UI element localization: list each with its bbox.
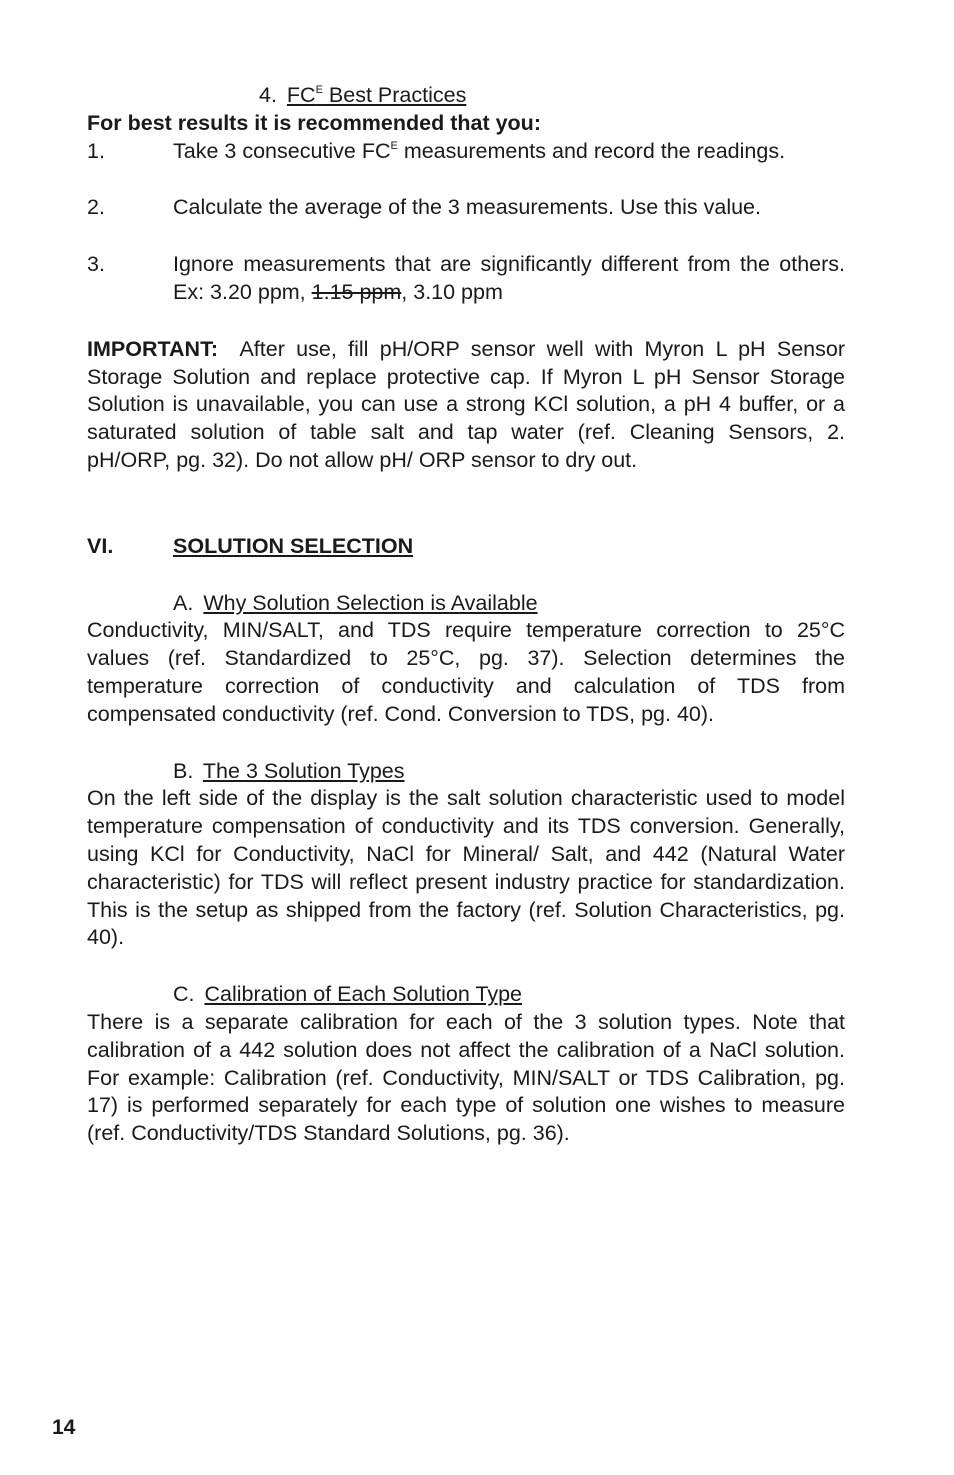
list-item — [87, 138, 845, 166]
heading-title: $FC^E$ Best Practices — [286, 83, 467, 107]
section-title: SOLUTION SELECTION — [173, 533, 414, 558]
subsection-text: There is a separate calibration for each of the 3 solution types. Note that calibration of a 442 solution does not affect the calibration of a NaCl solution. For example: Calibration (ref. Conductivity, MIN/SALT or TDS Calibration, pg. 17) is performed separately for each type of solution one wishes to measure (ref. Conductivity/TDS Standard Solutions, pg. 36). — [87, 1009, 845, 1146]
struck-value: 1.15 ppm — [311, 279, 402, 304]
best-practices-intro: For best results it is recommended that you: — [87, 110, 541, 135]
best-practices-heading — [87, 82, 845, 110]
section-number: VI. — [87, 533, 114, 558]
subsection-heading — [87, 981, 845, 1009]
list-item — [87, 251, 845, 307]
subsection-letter: C. — [173, 982, 195, 1007]
list-text: Take 3 consecutive $FC^E$ measurements and record the readings. — [173, 138, 786, 163]
section-heading — [87, 533, 845, 561]
subsection-title: The 3 Solution Types — [202, 758, 405, 783]
subsection-title: Calibration of Each Solution Type — [204, 982, 523, 1007]
list-item — [87, 194, 845, 222]
subsection-heading — [87, 590, 845, 618]
subsection-text: On the left side of the display is the salt solution characteristic used to model temperature compensation of conductivity and its TDS conversion. Generally, using KCl for Conductivity, NaCl for Mineral/ Salt, and 442 (Natural Water characteristic) for TDS will reflect present industry practice for standardization. This is the setup as shipped from the factory (ref. Solution Characteristics, pg. 40). — [87, 786, 845, 950]
list-marker: 1. — [87, 138, 105, 163]
subsection-title: Why Solution Selection is Available — [203, 590, 538, 615]
subsection-text: Conductivity, MIN/SALT, and TDS require temperature correction to 25°C values (ref. Standardized to 25°C, pg. 37). Selection determines the temperature correction of conductivity and calculation of TDS from compensated conductivity (ref. Cond. Conversion to TDS, pg. 40). — [87, 618, 845, 726]
page-content — [87, 82, 845, 1148]
subsection-letter: B. — [173, 758, 194, 783]
list-marker: 3. — [87, 252, 105, 277]
important-label: IMPORTANT: — [87, 336, 218, 361]
important-note — [87, 336, 845, 475]
list-text: Calculate the average of the 3 measurements. Use this value. — [173, 195, 761, 220]
list-marker: 2. — [87, 195, 105, 220]
subsection-heading — [87, 758, 845, 786]
list-text: Ignore measurements that are significantly different from the others. Ex: 3.20 ppm, 1.15 ppm, 3.10 ppm — [173, 252, 845, 304]
heading-number: 4. — [259, 83, 277, 107]
subsection-letter: A. — [173, 590, 194, 615]
page-number: 14 — [52, 1416, 76, 1439]
important-text: After use, fill pH/ORP sensor well with Myron L pH Sensor Storage Solution and replace protective cap. If Myron L pH Sensor Storage Solution is unavailable, you can use a strong KCl solution, a pH 4 buffer, or a saturated solution of table salt and tap water (ref. Cleaning Sensors, 2. pH/ORP, pg. 32). Do not allow pH/ ORP sensor to dry out. — [87, 336, 845, 472]
